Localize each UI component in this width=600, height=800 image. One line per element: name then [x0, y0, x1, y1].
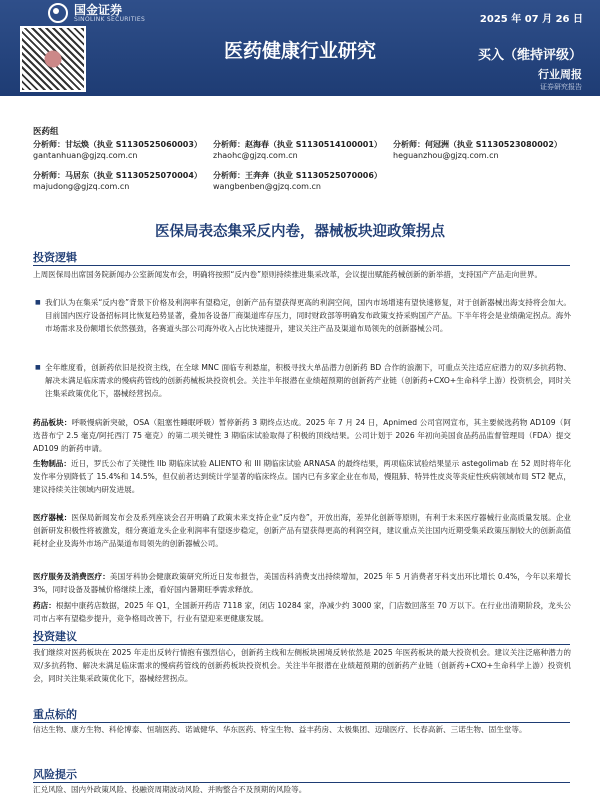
analyst-entry: [33, 139, 213, 161]
report-type: 行业周报: [538, 68, 582, 81]
analyst-row: [33, 170, 573, 192]
logic-intro: 上周医保局出席国务院新闻办公室新闻发布会，明确将按照“反内卷”原则持续推进集采改革，会议提出赋能药械创新的新举措，支持国产产品走向世界。: [33, 270, 543, 279]
report-date: 2025 年 07 月 26 日: [479, 14, 583, 25]
analyst-email[interactable]: heguanzhou@gjzq.com.cn: [393, 151, 499, 160]
analyst-name: 分析师：马居东（执业 S1130525070004）: [33, 171, 202, 180]
main-title: 医保局表态集采反内卷，器械板块迎政策拐点: [155, 224, 445, 240]
item-label: 生物制品：: [33, 459, 71, 468]
section-heading-targets: 重点标的: [33, 708, 77, 721]
brand-name: 国金证券: [74, 2, 123, 17]
logic-bullet: ■ 全年维度看，创新药依旧是投资主线，在全球 MNC 面临专利悬崖，积极寻找大单品潜力创新药 BD 合作的浪潮下，可重点关注适应症潜力的双/多抗药物、解决未满足临床需求的慢病药管线的创新药械板块投资机会。关注半年报潜在业绩超预期的创新药产业链（创新药+CXO+生命科学上游）投资机会，同时关注集采政策优化下，器械经营拐点。: [45, 361, 571, 400]
analyst-email[interactable]: majudong@gjzq.com.cn: [33, 182, 130, 191]
brand-logo: [48, 3, 145, 23]
item-text: 美国牙科协会健康政策研究所近日发布报告，美国齿科消费支出持续增加，2025 年 5 月消费者牙科支出环比增长 0.4%，今年以来增长 3%，同时设备及器械价格继续上涨，看好国内暑期旺季需求释放。: [33, 572, 571, 594]
brand-logo-icon: [48, 3, 68, 23]
brand-name-en: SINOLINK SECURITIES: [74, 15, 146, 23]
analyst-entry: [393, 139, 573, 161]
logic-bullet: ■ 我们认为在集采“反内卷”背景下价格及利润率有望稳定，创新产品有望获得更高的利润空间，国内市场增速有望快速修复，对于创新器械出海支持将会加大。目前国内医疗设备招标同比恢复趋势显著，叠加各设备厂商渠道库存压力，同时财政部等明确发布政策支持采购国产产品。下半年将会是业绩确定拐点。海外市场需求及份额增长依然强劲，各赛道头部公司海外收入占比快速提升，建议关注产品及渠道布局领先的创新器械公司。: [45, 296, 571, 335]
item-text: 医保局新闻发布会及系列座谈会召开明确了政策未来支持企业“反内卷”，开放出海，差异化创新等原则，有利于未来医疗器械行业高质量发展。企业创新研发积极性将被激发，细分赛道龙头企业利润率有望逐步稳定，创新产品有望获得更高的利润空间，建议重点关注国内近期受集采政策压制较大的创新高值耗材企业及海外市场产品渠道布局领先的创新器械公司。: [33, 513, 571, 548]
logic-item-drugs: [33, 416, 571, 455]
report-title: 医药健康行业研究: [223, 40, 376, 62]
advice-text: 我们继续对医药板块在 2025 年走出反转行情抱有强烈信心，创新药主线和左侧板块困境反转依然是 2025 年医药板块的最大投资机会。建议关注泛癌种潜力的双/多抗药物、解决未满足临床需求的慢病药管线的创新药板块投资机会。关注半年报潜在业绩超预期的创新药产业链（创新药+CXO+生命科学上游）投资机会，同时关注集采政策优化下，器械经营拐点。: [33, 648, 571, 683]
analyst-email[interactable]: wangbenben@gjzq.com.cn: [213, 182, 321, 191]
item-text: 呼吸慢病新突破，OSA（阻塞性睡眠呼吸）暂停新药 3 期终点达成。2025 年 7 月 24 日，Apnimed 公司官网宣布，其主要候选药物 AD109（阿选普布宁 2.5 毫克/阿托西汀 75 毫克）的第二项关键性 3 期临床试验取得了积极的顶线结果。公司计划于 2026 年初向美国食品药品监督管理局（FDA）提交 AD109 的新药申请。: [33, 418, 572, 453]
analyst-entry: [213, 170, 393, 192]
section-heading-risk: 风险提示: [33, 768, 77, 781]
item-text: 根据中康药店数据，2025 年 Q1，全国新开药店 7118 家，闭店 10284 家，净减少约 3000 家，门店数回落至 70 万以下。在行业出清期阶段，龙头公司市占率有望稳步提升，竞争格局改善下，行业有望迎来更健康发展。: [33, 601, 571, 623]
analyst-name: 分析师：王奔奔（执业 S1130525070006）: [213, 171, 382, 180]
section-heading-logic: 投资逻辑: [33, 251, 77, 264]
analyst-entry: [33, 170, 213, 192]
section-heading-advice: 投资建议: [33, 630, 77, 643]
logic-item-services: [33, 570, 571, 596]
logic-item-devices: [33, 511, 571, 550]
logic-item-pharmacy: [33, 599, 571, 625]
analyst-entry: [213, 139, 393, 161]
item-text: 近日，罗氏公布了关键性 IIb 期临床试验 ALIENTO 和 III 期临床试验 ARNASA 的最终结果，两项临床试验结果显示 astegolimab 在 52 周时将年化发作率分别降低了 15.4%和 14.5%，但仅前者达到统计学显著的临床终点。国内已有多家企业在布局，慢阻肺、特异性皮炎等炎症性疾病领域布局 ST2 靶点，建议持续关注领域内研发进展。: [33, 459, 571, 494]
analyst-email[interactable]: zhaohc@gjzq.com.cn: [213, 151, 298, 160]
analyst-email[interactable]: gantanhuan@gjzq.com.cn: [33, 151, 138, 160]
logic-item-bio: [33, 457, 571, 496]
analyst-name: 分析师：赵海春（执业 S1130514100001）: [213, 140, 382, 149]
report-header: [0, 0, 600, 96]
analyst-group: 医药组: [33, 127, 59, 137]
analyst-block: [33, 127, 573, 192]
targets-text: 信达生物、康方生物、科伦博泰、恒瑞医药、诺诚健华、华东医药、特宝生物、益丰药房、太极集团、迈瑞医疗、长春高新、三诺生物、固生堂等。: [33, 725, 527, 734]
item-label: 药品板块：: [33, 418, 72, 427]
rating-label: 买入（维持评级）: [477, 48, 582, 63]
risk-text: 汇兑风险、国内外政策风险、投融资周期波动风险、并购整合不及预期的风险等。: [33, 785, 307, 794]
item-label: 药店：: [33, 601, 56, 610]
analyst-row: [33, 139, 573, 161]
analyst-name: 分析师：甘坛焕（执业 S1130525060003）: [33, 140, 202, 149]
item-label: 医疗器械：: [33, 513, 72, 522]
report-subtype: 证券研究报告: [540, 83, 582, 91]
analyst-name: 分析师：何冠洲（执业 S1130523080002）: [393, 140, 562, 149]
item-label: 医疗服务及消费医疗：: [33, 572, 110, 581]
